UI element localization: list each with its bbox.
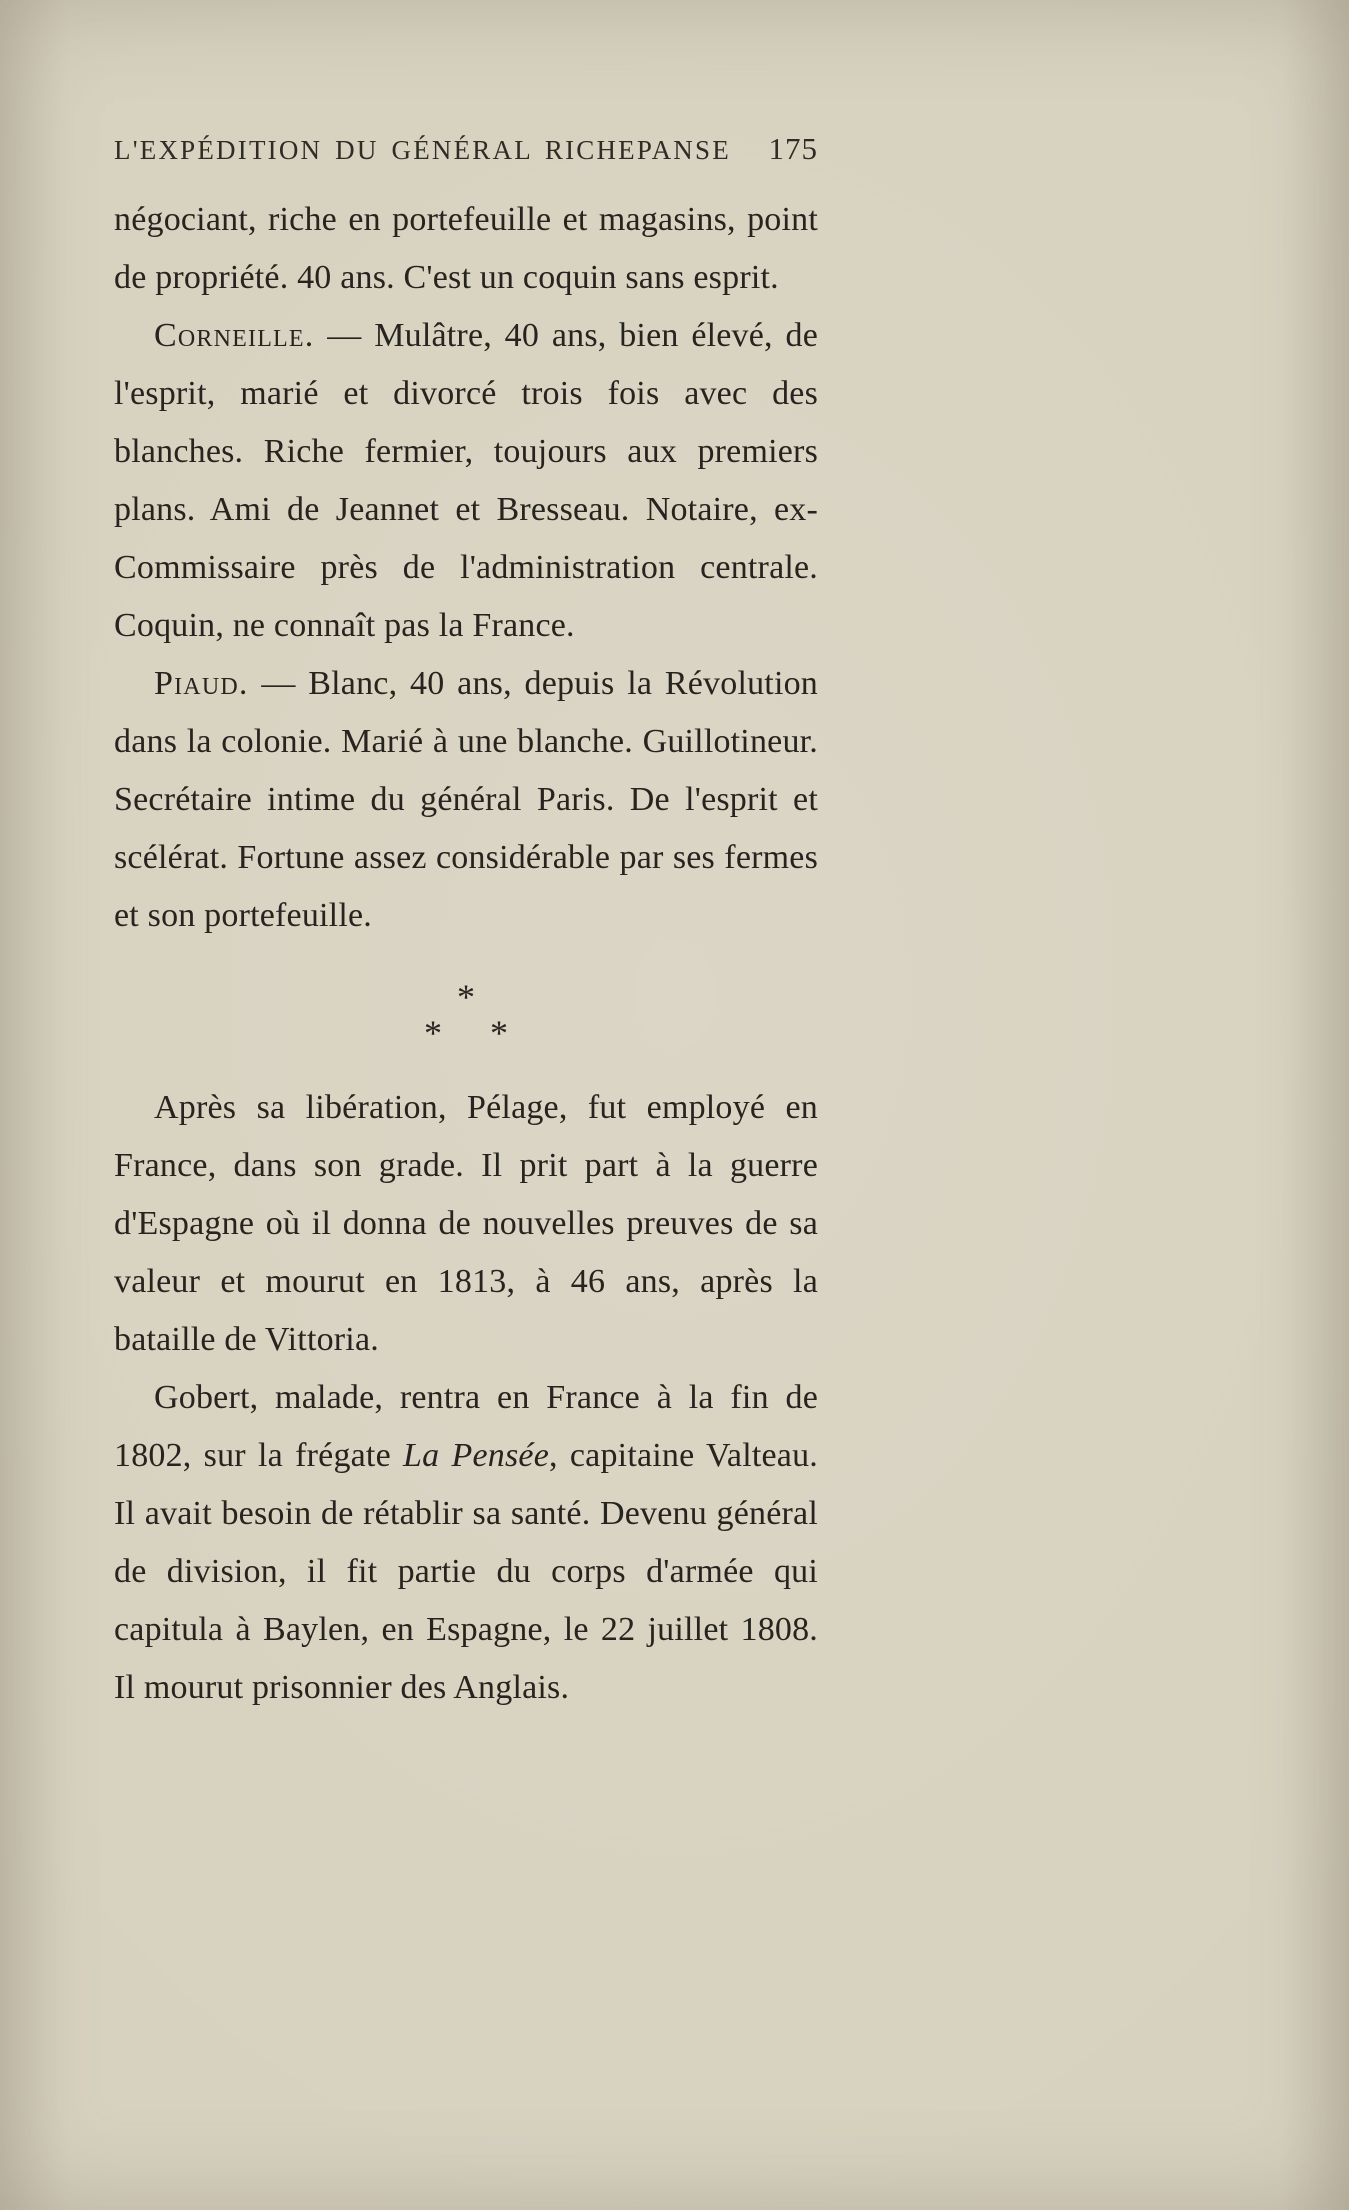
paragraph-text: — Blanc, 40 ans, depuis la Révolution dans la colonie. Marié à une blanche. Guillotineur. Secrétaire intime du général Paris. De l'esprit et scélérat. Fortune assez considérable par ses fermes et son portefeuille.: [114, 665, 818, 934]
entry-name-corneille: Corneille.: [154, 317, 315, 354]
page-number: 175: [768, 131, 818, 166]
ship-name: La Pensée: [403, 1437, 550, 1474]
running-header: [114, 131, 818, 167]
paragraph-text: — Mulâtre, 40 ans, bien élevé, de l'esprit, marié et divorcé trois fois avec des blanches. Riche fermier, toujours aux premiers plans. Ami de Jeannet et Bresseau. Notaire, ex-Commissaire près de l'administration centrale. Coquin, ne connaît pas la France.: [114, 317, 818, 644]
header-title: L'EXPÉDITION DU GÉNÉRAL RICHEPANSE: [114, 135, 731, 165]
asterisk-icon: *: [490, 1013, 508, 1053]
asterism-bottom-row: [424, 1013, 508, 1053]
asterism-separator: [114, 977, 818, 1053]
entry-name-piaud: Piaud.: [154, 665, 249, 702]
asterisk-icon: *: [457, 977, 475, 1017]
paragraph-text: Après sa libération, Pélage, fut employé en France, dans son grade. Il prit part à la guerre d'Espagne où il donna de nouvelles preuves de sa valeur et mourut en 1813, à 46 ans, après la bataille de Vittoria.: [114, 1089, 818, 1358]
paragraph-intro: [114, 191, 818, 307]
paragraph-text: , capitaine Valteau. Il avait besoin de rétablir sa santé. Devenu général de division, il fit partie du corps d'armée qui capitula à Baylen, en Espagne, le 22 juillet 1808. Il mourut prisonnier des Anglais.: [114, 1437, 819, 1706]
paragraph-gobert: [114, 1369, 818, 1717]
asterisk-icon: *: [424, 1013, 442, 1053]
text-column: [114, 131, 818, 1717]
paragraph-text: négociant, riche en portefeuille et magasins, point de propriété. 40 ans. C'est un coquin sans esprit.: [114, 201, 818, 296]
paragraph-pelage: [114, 1079, 818, 1369]
paragraph-piaud: [114, 655, 818, 945]
page-body: [114, 191, 818, 1717]
paragraph-corneille: [114, 307, 818, 655]
paragraph-text: Gobert, malade, rentra en France à la fin de 1802, sur la frégate: [114, 1379, 818, 1474]
asterism-top-row: [457, 977, 475, 1017]
